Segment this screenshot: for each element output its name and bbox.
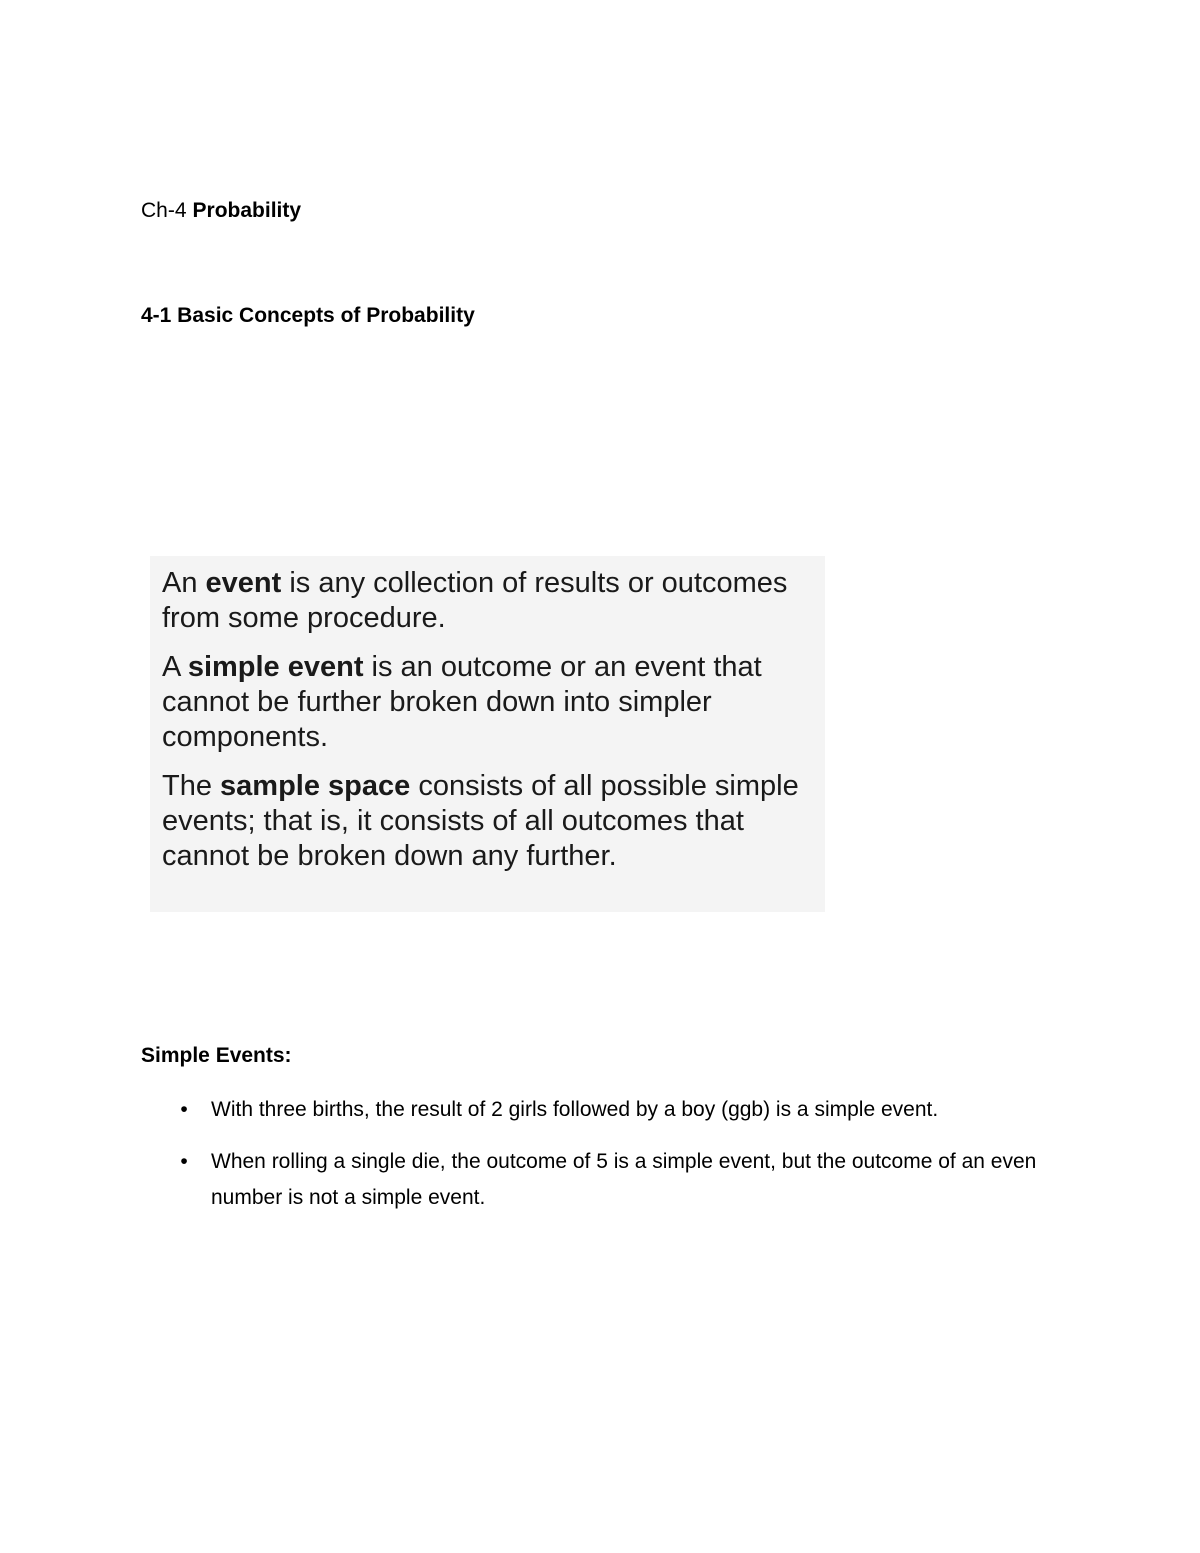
simple-event-definition: A simple event is an outcome or an event that cannot be further broken down into simpler components. (162, 651, 762, 753)
sample-space-definition: The sample space consists of all possible simple events; that is, it consists of all outcomes that cannot be broken down any further. (162, 770, 799, 872)
simple-event-term: simple event (187, 651, 364, 683)
list-item-text: When rolling a single die, the outcome of 5 is a simple event, but the outcome of an even number is not a simple event. (211, 1150, 1037, 1209)
list-item-text: With three births, the result of 2 girls followed by a boy (ggb) is a simple event. (211, 1098, 939, 1121)
event-term: event (205, 567, 282, 599)
list-item (141, 1092, 1081, 1128)
chapter-title: Probability (192, 199, 302, 222)
definitions-figure (150, 556, 825, 912)
section-heading: 4-1 Basic Concepts of Probability (141, 304, 475, 327)
simple-events-list (141, 1092, 1081, 1232)
chapter-heading (141, 197, 301, 225)
list-item (141, 1144, 1081, 1216)
bullet-icon: • (180, 1098, 188, 1121)
chapter-number: Ch-4 (141, 199, 187, 222)
bullet-icon: • (180, 1150, 188, 1173)
event-definition: An event is any collection of results or outcomes from some procedure. (162, 567, 788, 634)
simple-events-heading: Simple Events: (141, 1044, 292, 1067)
sample-space-term: sample space (220, 770, 411, 802)
